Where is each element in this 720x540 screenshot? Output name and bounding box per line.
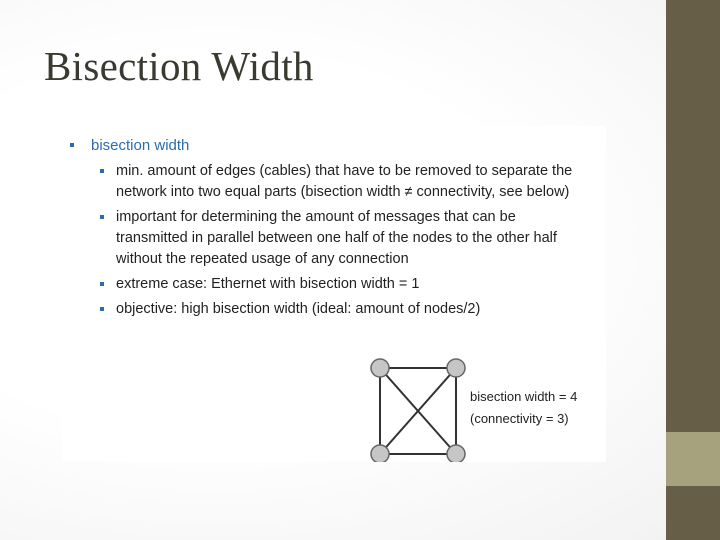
sidebar-decoration-accent xyxy=(666,432,720,486)
main-bullet-text: bisection width xyxy=(91,137,190,154)
node-top-right xyxy=(447,359,465,377)
bisection-width-label: bisection width = 4 xyxy=(470,389,578,404)
bullet-marker xyxy=(100,169,104,173)
bullet-marker xyxy=(100,215,104,219)
sidebar-decoration-top xyxy=(666,0,720,432)
content-image-panel xyxy=(62,126,606,462)
graph-edges xyxy=(380,368,456,454)
sub-bullet-3-line-1: extreme case: Ethernet with bisection width = 1 xyxy=(116,276,420,292)
bullet-marker xyxy=(100,282,104,286)
node-top-left xyxy=(371,359,389,377)
sidebar-decoration-bottom xyxy=(666,486,720,540)
sub-bullet-1-line-1: min. amount of edges (cables) that have to be removed to separate the xyxy=(116,163,573,179)
sub-bullet-2-line-3: without the repeated usage of any connection xyxy=(116,251,409,267)
sub-bullet-2-line-2: transmitted in parallel between one half of the nodes to the other half xyxy=(116,230,557,246)
connectivity-label: (connectivity = 3) xyxy=(470,411,569,426)
network-graph xyxy=(368,354,468,462)
sub-bullet-1-line-2: network into two equal parts (bisection width ≠ connectivity, see below) xyxy=(116,184,570,200)
node-bottom-left xyxy=(371,445,389,462)
sub-bullet-2-line-1: important for determining the amount of messages that can be xyxy=(116,209,516,225)
bullet-marker xyxy=(100,307,104,311)
sub-bullet-4-line-1: objective: high bisection width (ideal: amount of nodes/2) xyxy=(116,301,481,317)
node-bottom-right xyxy=(447,445,465,462)
slide-title: Bisection Width xyxy=(44,43,314,89)
bullet-marker xyxy=(70,143,74,147)
